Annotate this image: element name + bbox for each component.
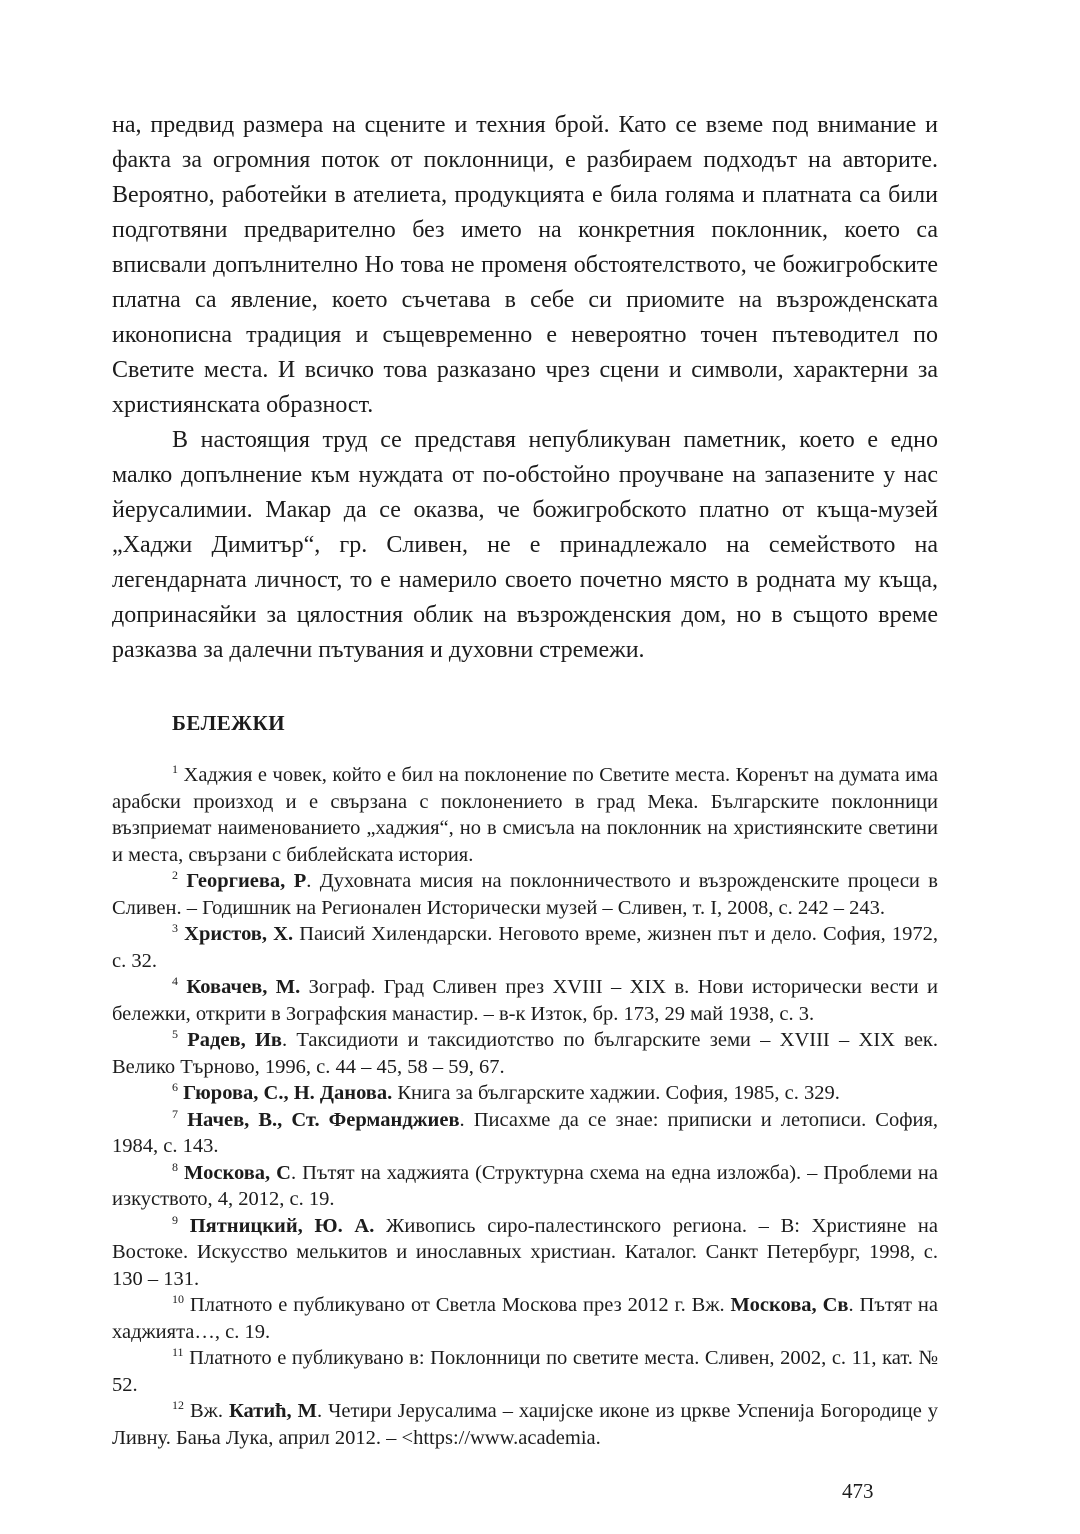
- note-1: [112, 762, 938, 868]
- note-10: [112, 1292, 938, 1345]
- note-author: Георгиева, Р: [186, 870, 307, 892]
- note-2: [112, 868, 938, 921]
- note-11: [112, 1345, 938, 1398]
- note-text: Паисий Хилендарски. Неговото време, жизнен път и дело. София, 1972, с. 32.: [112, 923, 939, 972]
- note-6: [112, 1080, 938, 1107]
- note-text: Платното е публикувано в: Поклонници по светите места. Сливен, 2002, с. 11, кат. № 52.: [112, 1347, 939, 1396]
- body-text: [112, 108, 938, 668]
- note-text: . Пътят на хаджията (Структурна схема на една изложба). – Проблеми на изкуството, 4, 2012, с. 19.: [112, 1161, 938, 1210]
- note-text: Книга за българските хаджии. София, 1985, с. 329.: [392, 1082, 840, 1104]
- note-number: 6: [172, 1080, 178, 1094]
- note-text: . Пътят на хаджията…, с. 19.: [112, 1294, 938, 1343]
- note-3: [112, 921, 938, 974]
- note-number: 1: [172, 762, 178, 776]
- note-text: . Писахме да се знае: приписки и летописи. София, 1984, с. 143.: [112, 1108, 938, 1157]
- note-7: [112, 1107, 938, 1160]
- note-text: . Духовната мисия на поклонничеството и възрожденските процеси в Сливен. – Годишник на Регионален Исторически музей – Сливен, т. I, 2008, с. 242 – 243.: [112, 870, 938, 919]
- page-number: 473: [842, 1479, 874, 1503]
- note-text: . Четири Јерусалима – хаџијске иконе из цркве Успенија Богородице у Ливну. Бања Лука, април 2012. – <https://www.academia.: [112, 1400, 939, 1449]
- note-text: Зограф. Град Сливен през XVIII – XIX в. Нови исторически вести и бележки, открити в Зографския манастир. – в-к Изток, бр. 173, 29 май 1938, с. 3.: [112, 976, 939, 1025]
- note-text: Платното е публикувано от Светла Москова през 2012 г. Вж.: [189, 1294, 731, 1316]
- body-paragraph-1: на, предвид размера на сцените и техния брой. Като се вземе под внимание и факта за огромния поток от поклонници, е разбираем подходът на авторите. Вероятно, работейки в ателиета, продукцията е била голяма и платната са били подготвяни предварително без името на конкретния поклонник, което са вписвали допълнително Но това не променя обстоятелството, че божигробските платна са явление, което съчетава в себе си приомите на възрожденската иконописна традиция и същевременно е невероятно точен пътеводител по Светите места. И всичко това разказано чрез сцени и символи, характерни за християнската образност.: [112, 112, 938, 418]
- note-12: [112, 1398, 938, 1451]
- note-author: Начев, В., Ст. Ферманджиев: [187, 1108, 460, 1131]
- note-author: Москова, Св: [730, 1294, 849, 1316]
- note-prefix: Вж.: [189, 1400, 229, 1422]
- note-author: Катић, М: [228, 1400, 317, 1422]
- note-number: 2: [172, 868, 178, 882]
- note-author: Христов, Х.: [184, 923, 294, 945]
- note-author: Москова, С: [184, 1161, 291, 1184]
- note-author: Радев, Ив: [187, 1029, 283, 1051]
- note-number: 4: [172, 974, 178, 988]
- note-number: 10: [172, 1292, 184, 1306]
- note-number: 12: [172, 1398, 184, 1412]
- note-author: Пятницкий, Ю. А.: [189, 1214, 375, 1237]
- note-text: Хаджия е човек, който е бил на поклонение по Светите места. Коренът на думата има арабски произход и е свързана с поклонението в град Мека. Българските поклонници възприемат наименованието „хаджия“, но в смисъла на поклонник на християнските светини и места, свързани с библейската история.: [112, 764, 939, 866]
- page: [112, 108, 938, 1451]
- note-number: 11: [172, 1345, 184, 1359]
- body-paragraph-2: В настоящия труд се представя непубликуван паметник, което е едно малко допълнение към нуждата от по-обстойно проучване на запазените у нас йерусалимии. Макар да се оказва, че божигробското платно от къща-музей „Хаджи Димитър“, гр. Сливен, не е принадлежало на семейството на легендарната личност, то е намерило своето почетно място в родната му къща, допринасяйки за цялостния облик на възрожденския дом, но в същото време разказва за далечни пътувания и духовни стремежи.: [112, 427, 938, 663]
- note-4: [112, 974, 938, 1027]
- note-number: 5: [172, 1027, 178, 1041]
- note-number: 3: [172, 921, 178, 935]
- note-text: . Таксидиоти и таксидиотство по българските земи – XVIII – XIX век. Велико Търново, 1996, с. 44 – 45, 58 – 59, 67.: [112, 1029, 938, 1078]
- note-text: Живопись сиро-палестинского региона. – В: Християне на Востоке. Искусство мелькитов и инославных христиан. Каталог. Санкт Петербург, 1998, с. 130 – 131.: [112, 1214, 938, 1290]
- note-author: Ковачев, М.: [186, 976, 301, 998]
- note-number: 8: [172, 1159, 178, 1174]
- note-number: 7: [172, 1106, 178, 1121]
- note-number: 9: [172, 1212, 178, 1227]
- notes-list: [112, 762, 938, 1451]
- notes-heading: БЕЛЕЖКИ: [172, 711, 286, 735]
- note-8: [112, 1160, 938, 1213]
- note-author: Гюрова, С., Н. Данова.: [183, 1082, 393, 1104]
- note-9: [112, 1213, 938, 1293]
- note-5: [112, 1027, 938, 1080]
